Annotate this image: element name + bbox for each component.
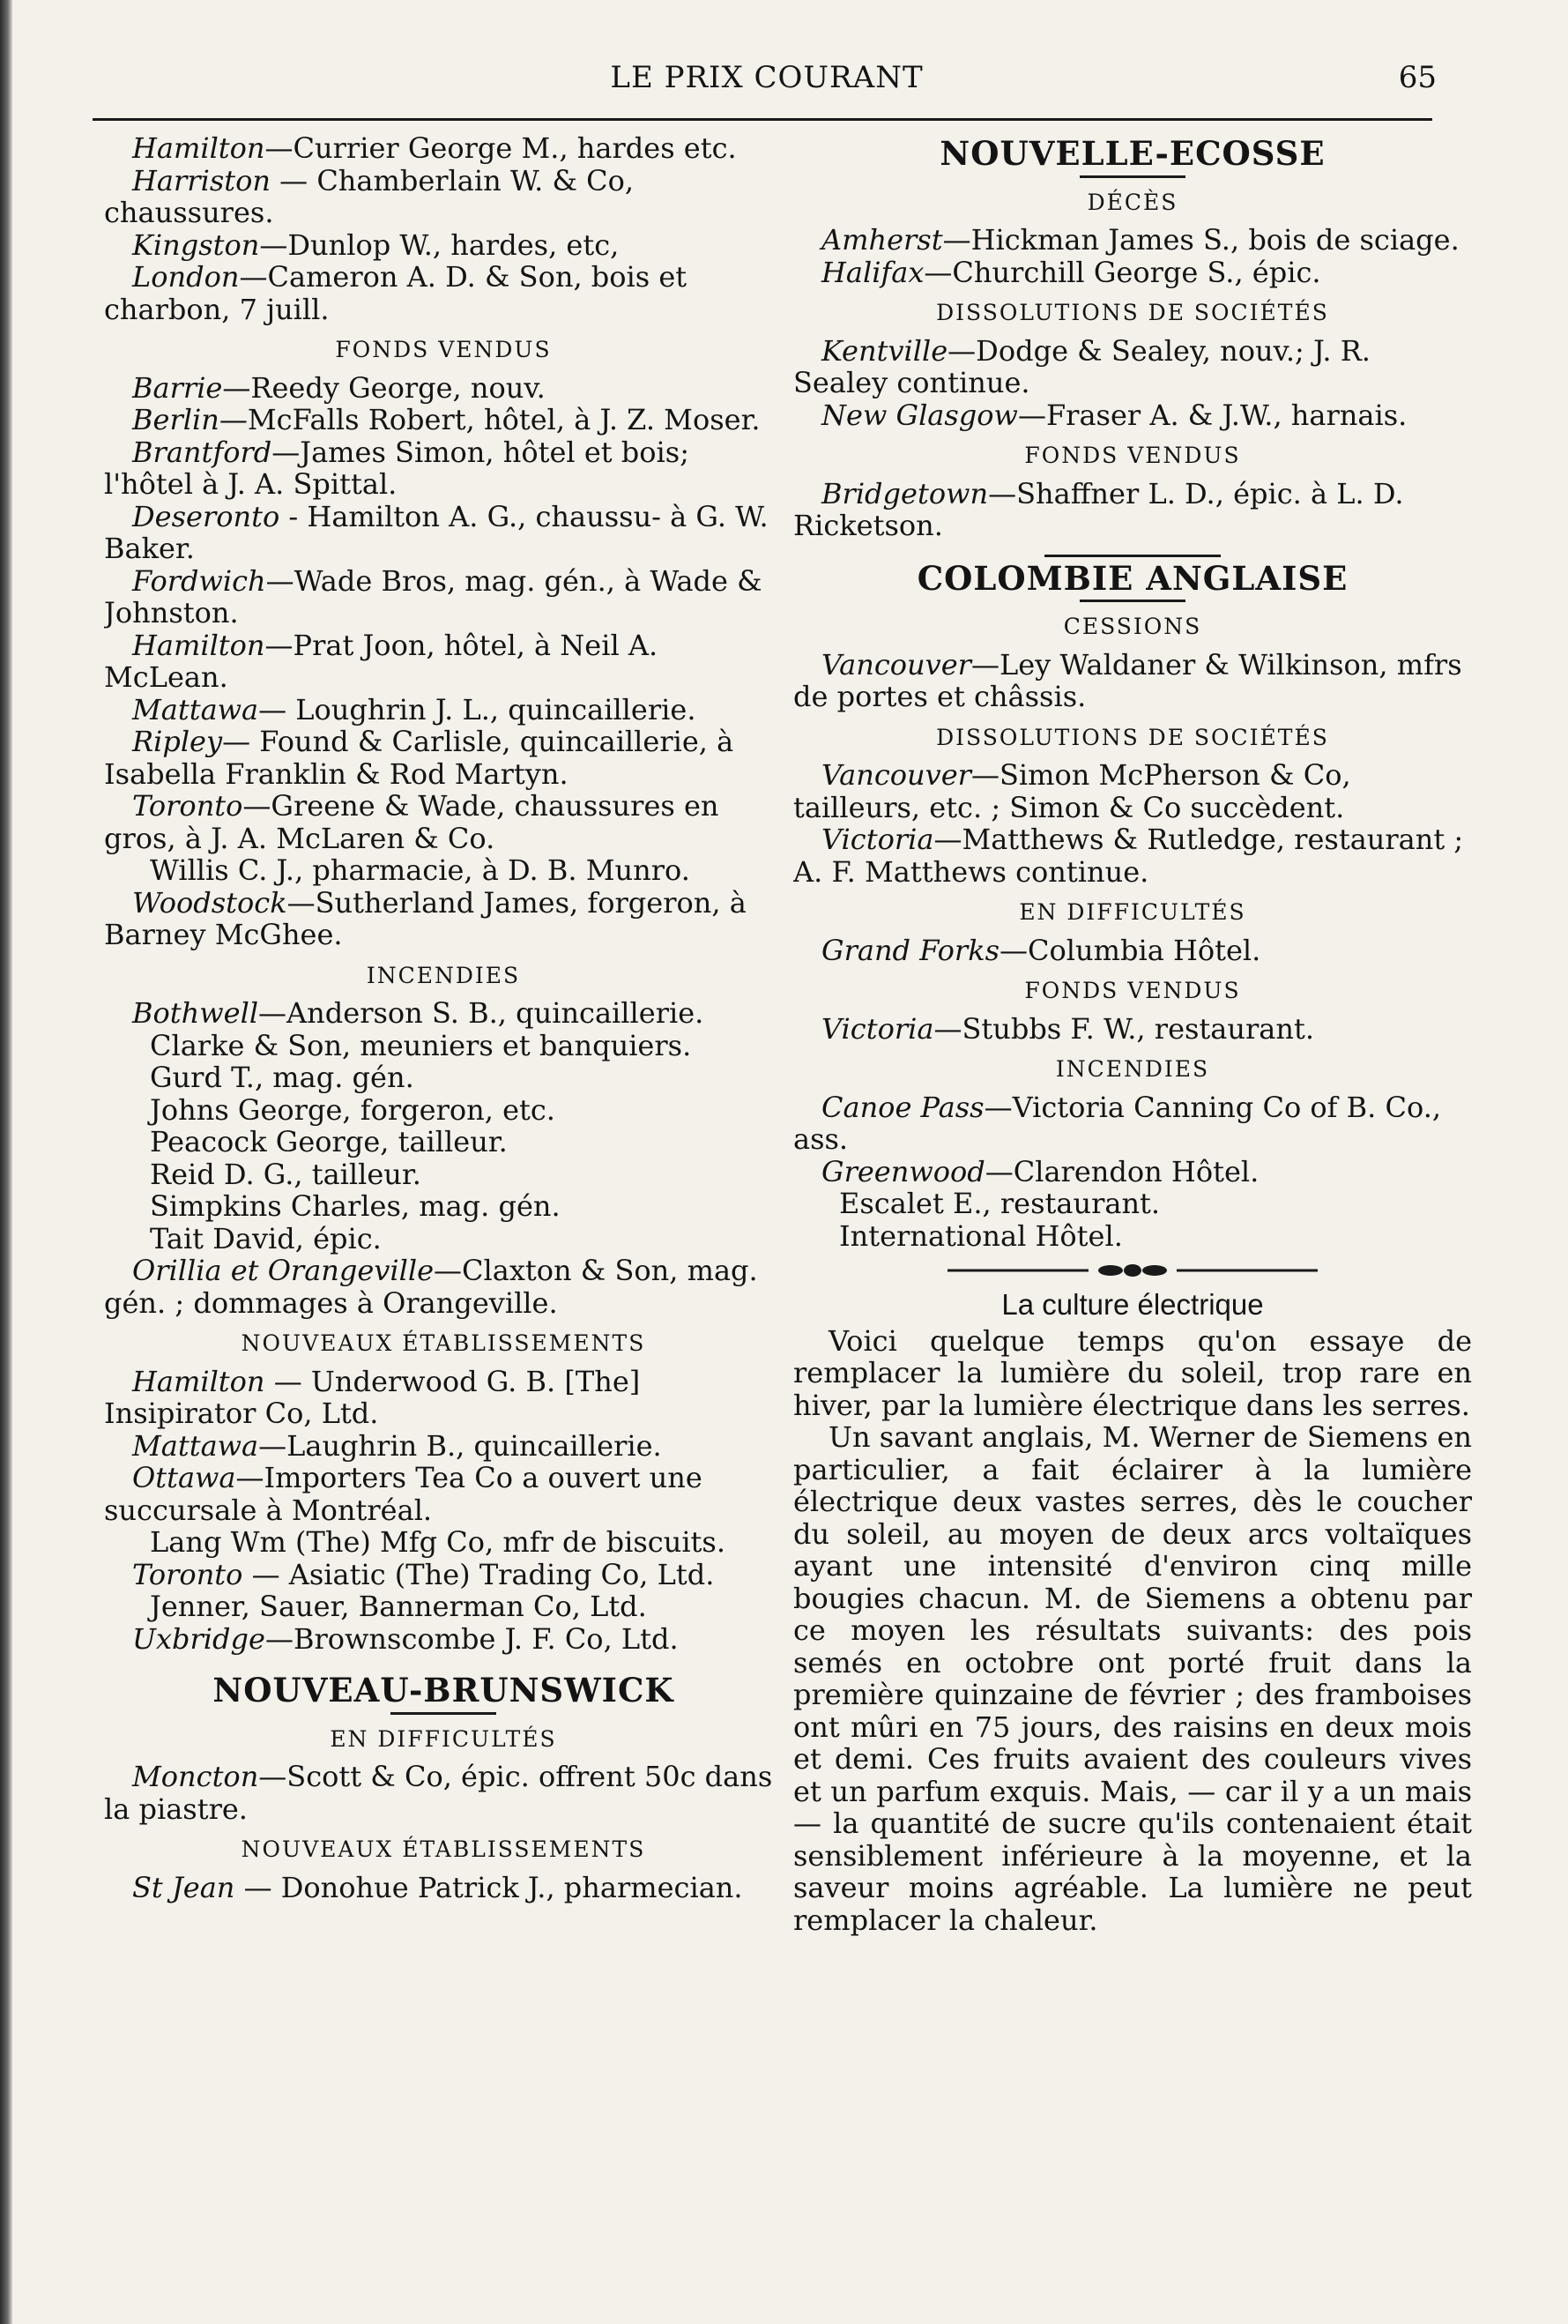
entry-text: - Hamilton A. G., chaussu- à G. W. Baker.	[104, 499, 769, 565]
page-spine-shadow	[0, 0, 12, 2324]
entry-place: Barrie	[132, 370, 223, 405]
entry-place: Ripley	[132, 725, 223, 758]
subheading-deces: DÉCÈS	[1087, 189, 1178, 215]
entry-place: Fordwich	[132, 563, 266, 598]
entry-text: Lang Wm (The) Mfg Co, mfr de biscuits.	[150, 1525, 725, 1559]
listing-entry	[104, 790, 783, 854]
subheading-ca-incendies: INCENDIES	[1055, 1056, 1210, 1082]
entry-text: — Asiatic (The) Trading Co, Ltd.	[242, 1557, 715, 1591]
section-heading-colombie-anglaise: COLOMBIE ANGLAISE	[917, 558, 1349, 598]
entry-place: Bridgetown	[821, 476, 989, 510]
listing-entry	[793, 1013, 1472, 1046]
entry-place: Toronto	[132, 1557, 243, 1591]
subheading-ca-dissolutions: DISSOLUTIONS DE SOCIÉTÉS	[936, 724, 1329, 750]
listing-entry	[104, 1559, 783, 1591]
nb-nouveaux-list	[104, 1872, 783, 1904]
listing-entry	[104, 694, 783, 726]
nb-difficultes-list	[104, 1761, 783, 1825]
entry-place: Canoe Pass	[821, 1090, 985, 1124]
entry-text: —Brownscombe J. F. Co, Ltd.	[264, 1621, 679, 1656]
subheading-fonds-vendus: FONDS VENDUS	[335, 337, 552, 362]
listing-entry	[104, 229, 783, 262]
entry-text: —Dunlop W., hardes, etc,	[259, 227, 620, 262]
listing-entry	[104, 854, 783, 887]
article-paragraph: Voici quelque temps qu'on essaye de remplacer la lumière du soleil, trop rare en hiver, par la lumière électrique dans les serres.	[793, 1323, 1472, 1422]
entry-place: Hamilton	[132, 628, 265, 662]
entry-text: —Sutherland James, forgeron, à Barney McGhee.	[104, 885, 747, 951]
listing-entry	[104, 132, 783, 165]
listing-entry	[793, 224, 1472, 257]
section-heading-nouveau-brunswick: NOUVEAU-BRUNSWICK	[212, 1671, 674, 1709]
section-rule	[1080, 600, 1185, 602]
entry-place: Hamilton	[132, 1364, 265, 1398]
entry-place: Greenwood	[821, 1154, 985, 1188]
subheading-en-difficultes: EN DIFFICULTÉS	[330, 1725, 557, 1752]
entry-text: —Prat Joon, hôtel, à Neil A. McLean.	[104, 628, 658, 694]
entry-text: Johns George, forgeron, etc.	[150, 1092, 555, 1127]
ne-fonds-list	[793, 478, 1472, 542]
entry-place: Harriston	[132, 163, 271, 197]
nouveaux-list	[104, 1366, 783, 1656]
listing-entry	[104, 1761, 783, 1825]
entry-text: Tait David, épic.	[150, 1221, 382, 1255]
ca-fonds-list	[793, 1013, 1472, 1046]
entry-text: —Matthews & Rutledge, restaurant ; A. F. Matthews continue.	[793, 823, 1464, 889]
entry-place: London	[132, 260, 240, 294]
entry-text: —Dodge & Sealey, nouv.; J. R. Sealey continue.	[793, 333, 1371, 399]
listing-entry	[104, 1872, 783, 1904]
entry-text: Peacock George, tailleur.	[150, 1125, 508, 1158]
listing-entry	[793, 399, 1472, 432]
listing-entry	[104, 372, 783, 405]
header-rule	[93, 118, 1432, 121]
entry-place: Grand Forks	[821, 933, 1000, 967]
entry-text: Gurd T., mag. gén.	[150, 1061, 414, 1094]
ornament-divider	[793, 1263, 1472, 1278]
entry-place: Kentville	[821, 333, 948, 368]
entry-place: Victoria	[821, 823, 934, 856]
listing-entry	[104, 165, 783, 229]
listing-entry	[104, 1366, 783, 1430]
entry-text: —Stubbs F. W., restaurant.	[933, 1011, 1314, 1046]
entry-text: —Importers Tea Co a ouvert une succursale à Montréal.	[104, 1461, 702, 1527]
entry-place: Toronto	[132, 789, 243, 823]
entry-place: Orillia et Orangeville	[132, 1254, 435, 1287]
entry-text: —James Simon, hôtel et bois; l'hôtel à J. A. Spittal.	[104, 435, 689, 501]
entry-text: Escalet E., restaurant.	[839, 1187, 1161, 1220]
entry-text: —Anderson S. B., quincaillerie.	[258, 996, 704, 1030]
entry-place: Uxbridge	[132, 1621, 265, 1656]
entry-place: Mattawa	[132, 1428, 259, 1463]
subheading-nb-nouveaux: NOUVEAUX ÉTABLISSEMENTS	[241, 1836, 646, 1862]
listing-entry	[104, 1094, 783, 1127]
listing-entry	[104, 436, 783, 501]
entry-text: —Fraser A. & J.W., harnais.	[1017, 398, 1408, 432]
listing-entry	[104, 1526, 783, 1559]
entry-place: Vancouver	[821, 647, 971, 682]
article-title: La culture électrique	[1001, 1288, 1264, 1321]
entry-text: —Wade Bros, mag. gén., à Wade & Johnston.	[104, 563, 762, 629]
entry-place: Hamilton	[132, 132, 265, 165]
entry-text: —Scott & Co, épic. offrent 50c dans la piastre.	[104, 1760, 773, 1826]
entry-place: Amherst	[821, 223, 943, 257]
entry-text: —Victoria Canning Co of B. Co., ass.	[793, 1090, 1442, 1156]
listing-entry	[104, 1223, 783, 1255]
listing-entry	[104, 1190, 783, 1223]
entry-place: Moncton	[132, 1760, 259, 1793]
listing-entry	[793, 1188, 1472, 1220]
entry-place: Kingston	[132, 227, 260, 262]
entry-place: St Jean	[132, 1870, 235, 1904]
section-rule	[1080, 175, 1185, 178]
ca-dissolutions-list	[793, 759, 1472, 888]
page-number: 65	[1398, 60, 1437, 95]
listing-entry	[793, 935, 1472, 967]
entry-place: Bothwell	[132, 996, 259, 1030]
entry-text: —Shaffner L. D., épic. à L. D. Ricketson.	[793, 476, 1404, 542]
deces-list	[793, 224, 1472, 288]
entry-text: —Cameron A. D. & Son, bois et charbon, 7 juill.	[104, 260, 687, 326]
entry-place: Halifax	[821, 255, 925, 289]
entry-text: Willis C. J., pharmacie, à D. B. Munro.	[150, 853, 690, 887]
subheading-ne-fonds-vendus: FONDS VENDUS	[1024, 443, 1241, 468]
listing-entry	[793, 1091, 1472, 1156]
listing-entry	[104, 887, 783, 951]
right-column	[793, 132, 1472, 2310]
subheading-ca-difficultes: EN DIFFICULTÉS	[1019, 899, 1246, 925]
listing-entry	[104, 565, 783, 629]
entry-text: —Simon McPherson & Co, tailleurs, etc. ; Simon & Co succèdent.	[793, 758, 1351, 824]
listing-entry	[104, 1462, 783, 1526]
listing-entry	[104, 261, 783, 325]
listing-entry	[104, 1623, 783, 1656]
subheading-nouveaux-etablissements: NOUVEAUX ÉTABLISSEMENTS	[241, 1330, 646, 1356]
listing-entry	[104, 1061, 783, 1094]
entry-text: Clarke & Son, meuniers et banquiers.	[150, 1028, 692, 1062]
entry-place: Woodstock	[132, 885, 287, 920]
ca-difficultes-list	[793, 935, 1472, 967]
listing-entry	[104, 1126, 783, 1158]
listing-entry	[104, 629, 783, 694]
entry-text: —Ley Waldaner & Wilkinson, mfrs de portes et châssis.	[793, 647, 1462, 713]
entry-place: Vancouver	[821, 758, 971, 792]
subheading-ca-fonds-vendus: FONDS VENDUS	[1024, 978, 1241, 1003]
entry-text: — Chamberlain W. & Co, chaussures.	[104, 163, 635, 229]
left-column	[104, 132, 783, 2310]
entry-place: Brantford	[132, 435, 272, 469]
entry-text: Jenner, Sauer, Bannerman Co, Ltd.	[150, 1590, 647, 1623]
entry-text: —Churchill George S., épic.	[924, 255, 1321, 289]
entry-text: —Clarendon Hôtel.	[985, 1154, 1260, 1188]
entry-place: Mattawa	[132, 692, 259, 726]
listing-entry	[104, 404, 783, 436]
entry-text: —Claxton & Son, mag. gén. ; dommages à Orangeville.	[104, 1254, 758, 1320]
entry-text: —Laughrin B., quincaillerie.	[258, 1428, 662, 1463]
entry-text: —Currier George M., hardes etc.	[264, 132, 737, 165]
entry-text: International Hôtel.	[839, 1218, 1123, 1253]
incendies-list	[104, 997, 783, 1319]
entry-text: —Reedy George, nouv.	[222, 370, 546, 405]
section-rule	[390, 1712, 496, 1715]
entry-text: — Loughrin J. L., quincaillerie.	[258, 692, 696, 726]
entry-place: Ottawa	[132, 1461, 236, 1494]
entry-place: Deseronto	[132, 499, 280, 533]
listing-entry	[104, 1255, 783, 1319]
subheading-ne-dissolutions: DISSOLUTIONS DE SOCIÉTÉS	[936, 300, 1329, 325]
ca-incendies-list	[793, 1091, 1472, 1253]
listing-entry	[793, 257, 1472, 289]
listing-entry	[793, 1220, 1472, 1253]
listing-entry	[104, 1590, 783, 1623]
entry-text: —Greene & Wade, chaussures en gros, à J. A. McLaren & Co.	[104, 789, 719, 855]
entry-place: Victoria	[821, 1011, 934, 1046]
listing-entry	[104, 1430, 783, 1463]
listing-entry	[793, 823, 1472, 888]
entries-top	[104, 132, 783, 325]
entry-text: —Columbia Hôtel.	[1000, 933, 1261, 967]
listing-entry	[793, 335, 1472, 399]
entry-place: Berlin	[132, 403, 219, 436]
fonds-vendus-list	[104, 372, 783, 951]
listing-entry	[104, 997, 783, 1030]
entry-text: — Found & Carlisle, quincaillerie, à Isabella Franklin & Rod Martyn.	[104, 725, 734, 791]
listing-entry	[793, 759, 1472, 823]
listing-entry	[104, 1030, 783, 1062]
listing-entry	[793, 649, 1472, 713]
page-header	[88, 55, 1445, 99]
article-body	[793, 1325, 1472, 1937]
entry-text: Reid D. G., tailleur.	[150, 1157, 421, 1191]
entry-text: — Underwood G. B. [The] Insipirator Co, Ltd.	[104, 1364, 641, 1430]
listing-entry	[793, 1156, 1472, 1188]
cessions-list	[793, 649, 1472, 713]
entry-text: —Hickman James S., bois de sciage.	[942, 223, 1460, 257]
separator-rule	[1044, 555, 1221, 557]
subheading-cessions: CESSIONS	[1063, 614, 1202, 639]
listing-entry	[104, 1158, 783, 1191]
listing-entry	[793, 478, 1472, 542]
entry-text: —McFalls Robert, hôtel, à J. Z. Moser.	[219, 403, 761, 436]
section-heading-nouvelle-ecosse: NOUVELLE-ECOSSE	[940, 134, 1326, 173]
entry-text: Simpkins Charles, mag. gén.	[150, 1189, 561, 1223]
ne-dissolutions-list	[793, 335, 1472, 432]
running-title: LE PRIX COURANT	[610, 60, 924, 95]
subheading-incendies: INCENDIES	[366, 962, 521, 988]
entry-place: New Glasgow	[821, 398, 1018, 432]
listing-entry	[104, 726, 783, 790]
entry-text: — Donohue Patrick J., pharmecian.	[234, 1870, 743, 1904]
article-paragraph: Un savant anglais, M. Werner de Siemens en particulier, a fait éclairer à la lumière électrique deux vastes serres, dès le coucher du soleil, au moyen de deux arcs voltaïques ayant une intensité d'environ cinq mille bougies chacun. M. de Siemens a obtenu par ce moyen les résultats suivants: des pois semés en octobre ont porté fruit dans la première quinzaine de février ; des framboises ont mûri en 75 jours, des raisins en deux mois et demi. Ces fruits avaient des couleurs vives et un parfum exquis. Mais, — car il y a un mais — la quantité de sucre qu'ils contenaient était sensiblement inférieure à la moyenne, et la saveur moins agréable. La lumière ne peut remplacer la chaleur.	[793, 1420, 1472, 1937]
listing-entry	[104, 501, 783, 565]
